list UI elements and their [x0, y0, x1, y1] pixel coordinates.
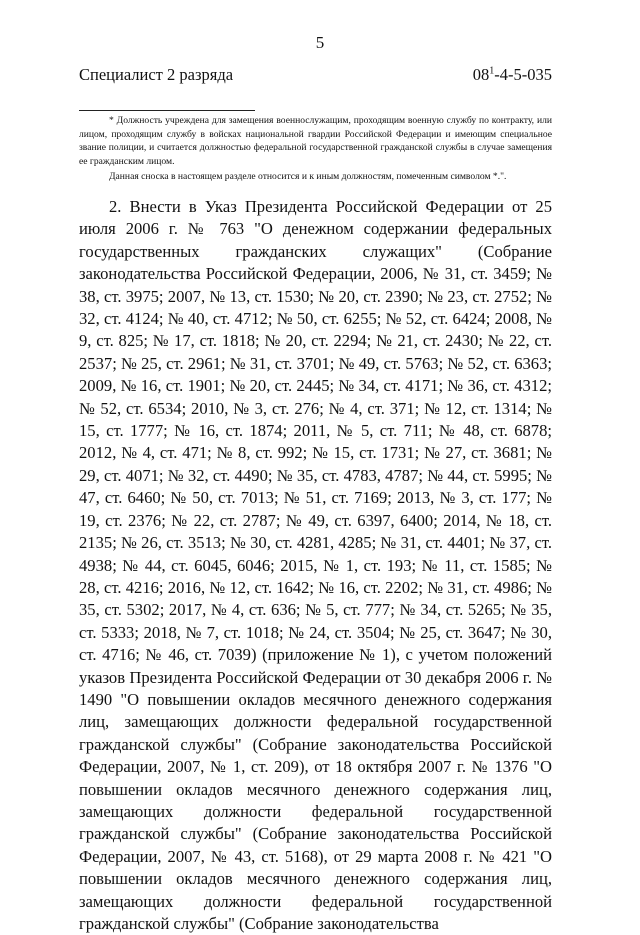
page-number: 5 — [315, 33, 325, 52]
position-code-superscript: 1 — [489, 65, 495, 77]
footnote-1: * Должность учреждена для замещения военнослужащим, проходящим военную службу по контракту, или лицом, проходящим службу в войсках национальной гвардии Российской Федерации и имеющим специальное звание полиции, и считается должностью федеральной государственной гражданской службы в случае замещения ее гражданским лицом. — [79, 115, 552, 167]
position-code — [473, 65, 552, 85]
position-title: Специалист 2 разряда — [79, 65, 234, 84]
position-code-prefix: 08 — [472, 65, 490, 84]
paragraph-2: 2. Внести в Указ Президента Российской Федерации от 25 июля 2006 г. № 763 "О денежном содержании федеральных государственных гражданских служащих" (Собрание законодательства Российской Федерации, 2006, № 31, ст. 3459; № 38, ст. 3975; 2007, № 13, ст. 1530; № 20, ст. 2390; № 23, ст. 2752; № 32, ст. 4124; № 40, ст. 4712; № 50, ст. 6255; № 52, ст. 6424; 2008, № 9, ст. 825; № 17, ст. 1818; № 20, ст. 2294; № 21, ст. 2430; № 22, ст. 2537; № 25, ст. 2961; № 31, ст. 3701; № 49, ст. 5763; № 52, ст. 6363; 2009, № 16, ст. 1901; № 20, ст. 2445; № 34, ст. 4171; № 36, ст. 4312; № 52, ст. 6534; 2010, № 3, ст. 276; № 4, ст. 371; № 12, ст. 1314; № 15, ст. 1777; № 16, ст. 1874; 2011, № 5, ст. 711; № 48, ст. 6878; 2012, № 4, ст. 471; № 8, ст. 992; № 15, ст. 1731; № 27, ст. 3681; № 29, ст. 4071; № 32, ст. 4490; № 35, ст. 4783, 4787; № 44, ст. 5995; № 47, ст. 6460; № 50, ст. 7013; № 51, ст. 7169; 2013, № 3, ст. 177; № 19, ст. 2376; № 22, ст. 2787; № 49, ст. 6397, 6400; 2014, № 18, ст. 2135; № 26, ст. 3513; № 30, ст. 4281, 4285; № 31, ст. 4401; № 37, ст. 4938; № 44, ст. 6045, 6046; 2015, № 1, ст. 193; № 11, ст. 1585; № 28, ст. 4216; 2016, № 12, ст. 1642; № 16, ст. 2202; № 31, ст. 4986; № 35, ст. 5302; 2017, № 4, ст. 636; № 5, ст. 777; № 34, ст. 5265; № 35, ст. 5333; 2018, № 7, ст. 1018; № 24, ст. 3504; № 25, ст. 3647; № 30, ст. 4716; № 46, ст. 7039) (приложение № 1), с учетом положений указов Президента Российской Федерации от 30 декабря 2006 г. № 1490 "О повышении окладов месячного денежного содержания лиц, замещающих должности федеральной государственной гражданской службы" (Собрание законодательства Российской Федерации, 2007, № 1, ст. 209), от 18 октября 2007 г. № 1376 "О повышении окладов месячного денежного содержания лиц, замещающих должности федеральной государственной гражданской службы" (Собрание законодательства Российской Федерации, 2007, № 43, ст. 5168), от 29 марта 2008 г. № 421 "О повышении окладов месячного денежного содержания лиц, замещающих должности федеральной государственной гражданской службы" (Собрание законодательства — [79, 197, 552, 933]
footnote-2: Данная сноска в настоящем разделе относится и к иным должностям, помеченным символом *.". — [109, 171, 507, 182]
position-code-suffix: -4-5-035 — [494, 65, 552, 84]
footnote-separator — [79, 110, 255, 111]
main-text — [79, 196, 552, 935]
